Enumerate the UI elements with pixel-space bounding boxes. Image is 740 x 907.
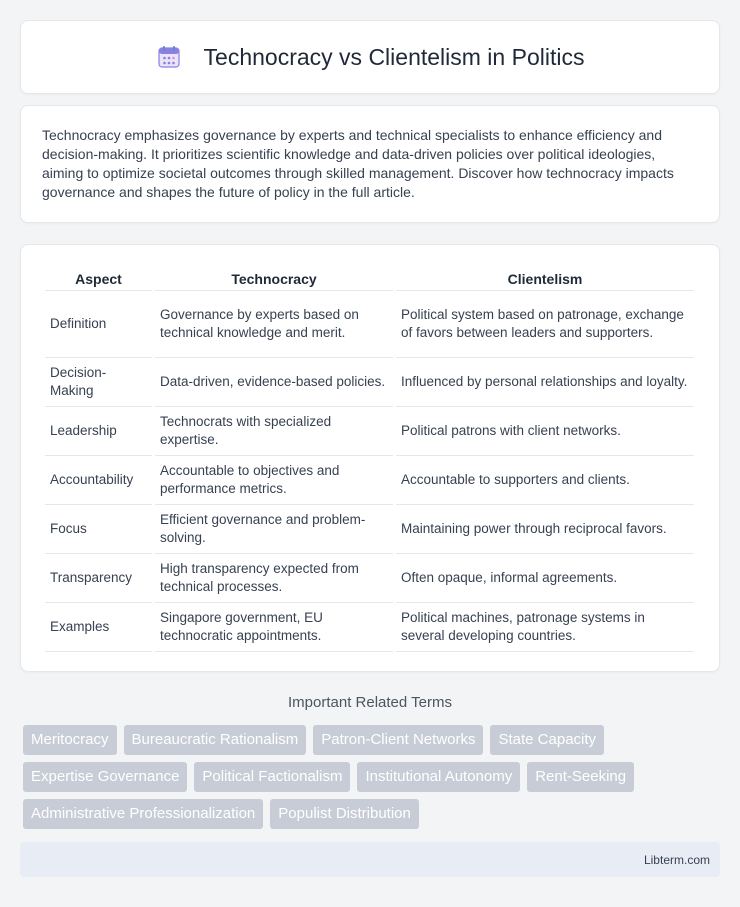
clientelism-cell: Influenced by personal relationships and loyalty.: [396, 358, 694, 407]
aspect-cell: Accountability: [45, 456, 152, 505]
clientelism-cell: Maintaining power through reciprocal favors.: [396, 505, 694, 554]
intro-card: [20, 105, 720, 223]
technocracy-cell: Governance by experts based on technical knowledge and merit.: [155, 291, 393, 358]
related-term-tag[interactable]: Political Factionalism: [194, 762, 350, 792]
related-term-tag[interactable]: Institutional Autonomy: [357, 762, 520, 792]
related-term-tag[interactable]: Bureaucratic Rationalism: [124, 725, 307, 755]
table-row: [45, 456, 694, 505]
related-term-tag[interactable]: Patron-Client Networks: [313, 725, 483, 755]
clientelism-cell: Political system based on patronage, exchange of favors between leaders and supporters.: [396, 291, 694, 358]
table-row: [45, 291, 694, 358]
aspect-cell: Examples: [45, 603, 152, 652]
related-term-tag[interactable]: Expertise Governance: [23, 762, 187, 792]
aspect-cell: Focus: [45, 505, 152, 554]
aspect-cell: Transparency: [45, 554, 152, 603]
intro-text: Technocracy emphasizes governance by experts and technical specialists to enhance efficiency and decision-making. It prioritizes scientific knowledge and data-driven policies over political ideologies, aiming to optimize societal outcomes through skilled management. Discover how technocracy impacts governance and shapes the future of policy in the full article.: [42, 127, 674, 200]
technocracy-cell: Efficient governance and problem-solving.: [155, 505, 393, 554]
header-technocracy: Technocracy: [155, 265, 393, 291]
aspect-cell: Decision-Making: [45, 358, 152, 407]
clientelism-cell: Often opaque, informal agreements.: [396, 554, 694, 603]
related-term-tag[interactable]: Administrative Professionalization: [23, 799, 263, 829]
related-term-tag[interactable]: Rent-Seeking: [527, 762, 634, 792]
related-term-tag[interactable]: Meritocracy: [23, 725, 117, 755]
related-term-tag[interactable]: Populist Distribution: [270, 799, 419, 829]
page-title: Technocracy vs Clientelism in Politics: [203, 43, 585, 70]
calendar-icon: [156, 44, 182, 70]
clientelism-cell: Political machines, patronage systems in several developing countries.: [396, 603, 694, 652]
aspect-cell: Leadership: [45, 407, 152, 456]
technocracy-cell: Accountable to objectives and performance metrics.: [155, 456, 393, 505]
comparison-table: [42, 265, 697, 652]
related-terms-list: [23, 725, 723, 829]
comparison-card: [20, 244, 720, 672]
table-row: [45, 505, 694, 554]
footer: [20, 842, 720, 877]
technocracy-cell: Singapore government, EU technocratic appointments.: [155, 603, 393, 652]
header-aspect: Aspect: [45, 265, 152, 291]
technocracy-cell: Data-driven, evidence-based policies.: [155, 358, 393, 407]
header-clientelism: Clientelism: [396, 265, 694, 291]
related-terms-title: Important Related Terms: [288, 694, 452, 711]
footer-site-link[interactable]: Libterm.com: [643, 852, 710, 867]
related-term-tag[interactable]: State Capacity: [490, 725, 604, 755]
table-row: [45, 407, 694, 456]
table-row: [45, 554, 694, 603]
table-header-row: [45, 265, 694, 291]
technocracy-cell: High transparency expected from technical processes.: [155, 554, 393, 603]
table-row: [45, 358, 694, 407]
table-row: [45, 603, 694, 652]
clientelism-cell: Political patrons with client networks.: [396, 407, 694, 456]
title-card: [20, 20, 720, 94]
technocracy-cell: Technocrats with specialized expertise.: [155, 407, 393, 456]
clientelism-cell: Accountable to supporters and clients.: [396, 456, 694, 505]
aspect-cell: Definition: [45, 291, 152, 358]
